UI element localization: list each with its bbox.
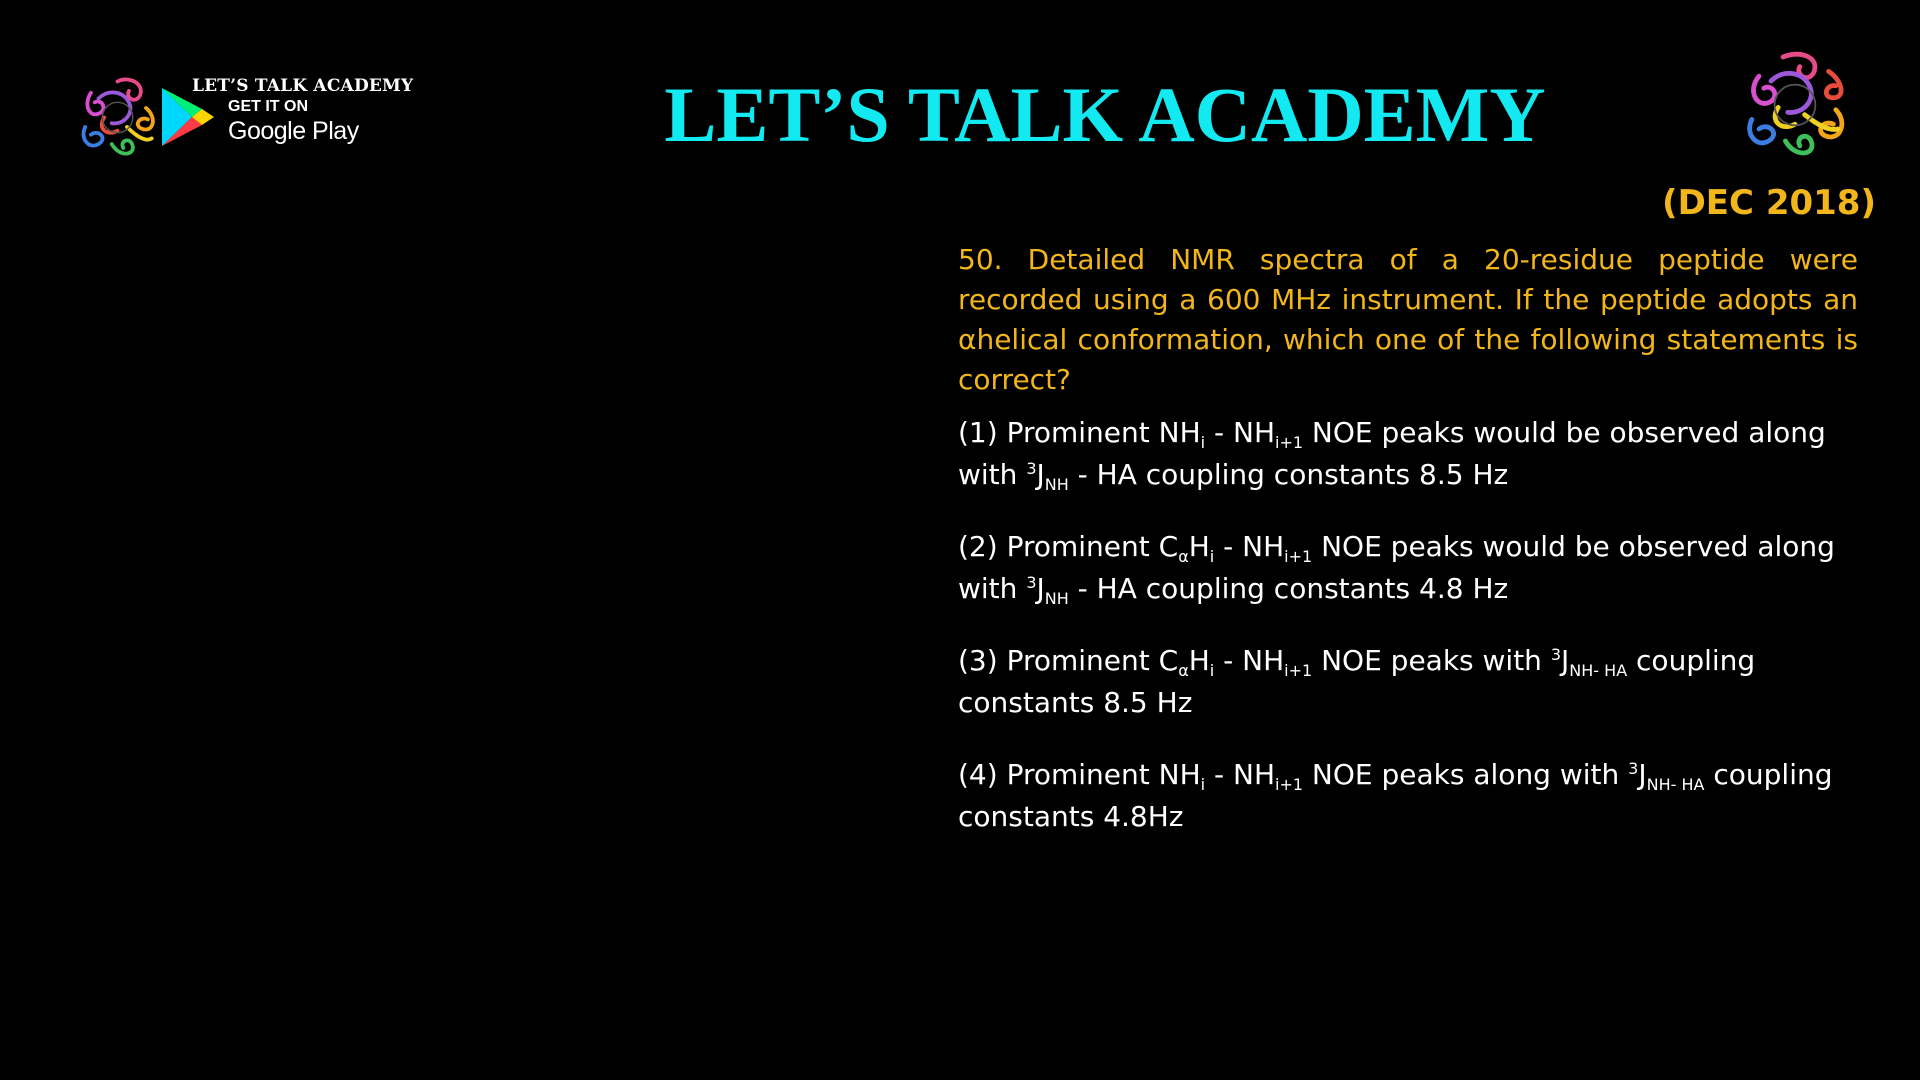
get-it-on-label: GET IT ON (228, 98, 308, 115)
question-block (958, 240, 1858, 838)
brand-name: LET’S TALK ACADEMY (192, 76, 414, 96)
option-1: (1) Prominent $NH_i - NH_{i+1}$ NOE peaks would be observed along with $^3J_{NH}$ - HA coupling constants 8.5 Hz (958, 416, 1826, 494)
option-3: (3) Prominent $C_\alpha H_i - NH_{i+1}$ NOE peaks with $^3J_{NH- HA}$ coupling constants 8.5 Hz (958, 644, 1756, 719)
protein-logo-icon (1735, 45, 1855, 165)
exam-year-tag: (DEC 2018) (1662, 183, 1876, 223)
page-title: LET’S TALK ACADEMY (664, 71, 1546, 158)
option-2: (2) Prominent $C_\alpha H_i - NH_{i+1}$ NOE peaks would be observed along with $^3J_{NH}$ - HA coupling constants 4.8 Hz (958, 530, 1835, 608)
option-4: (4) Prominent $NH_i - NH_{i+1}$ NOE peaks along with $^3J_{NH- HA}$ coupling constants 4.8Hz (958, 758, 1833, 833)
question-text: 50. Detailed NMR spectra of a 20-residue peptide were recorded using a 600 MHz instrument. If the peptide adopts an αhelical conformation, which one of the following statements is correct? (958, 243, 1858, 396)
google-play-label: Google Play (228, 117, 359, 145)
